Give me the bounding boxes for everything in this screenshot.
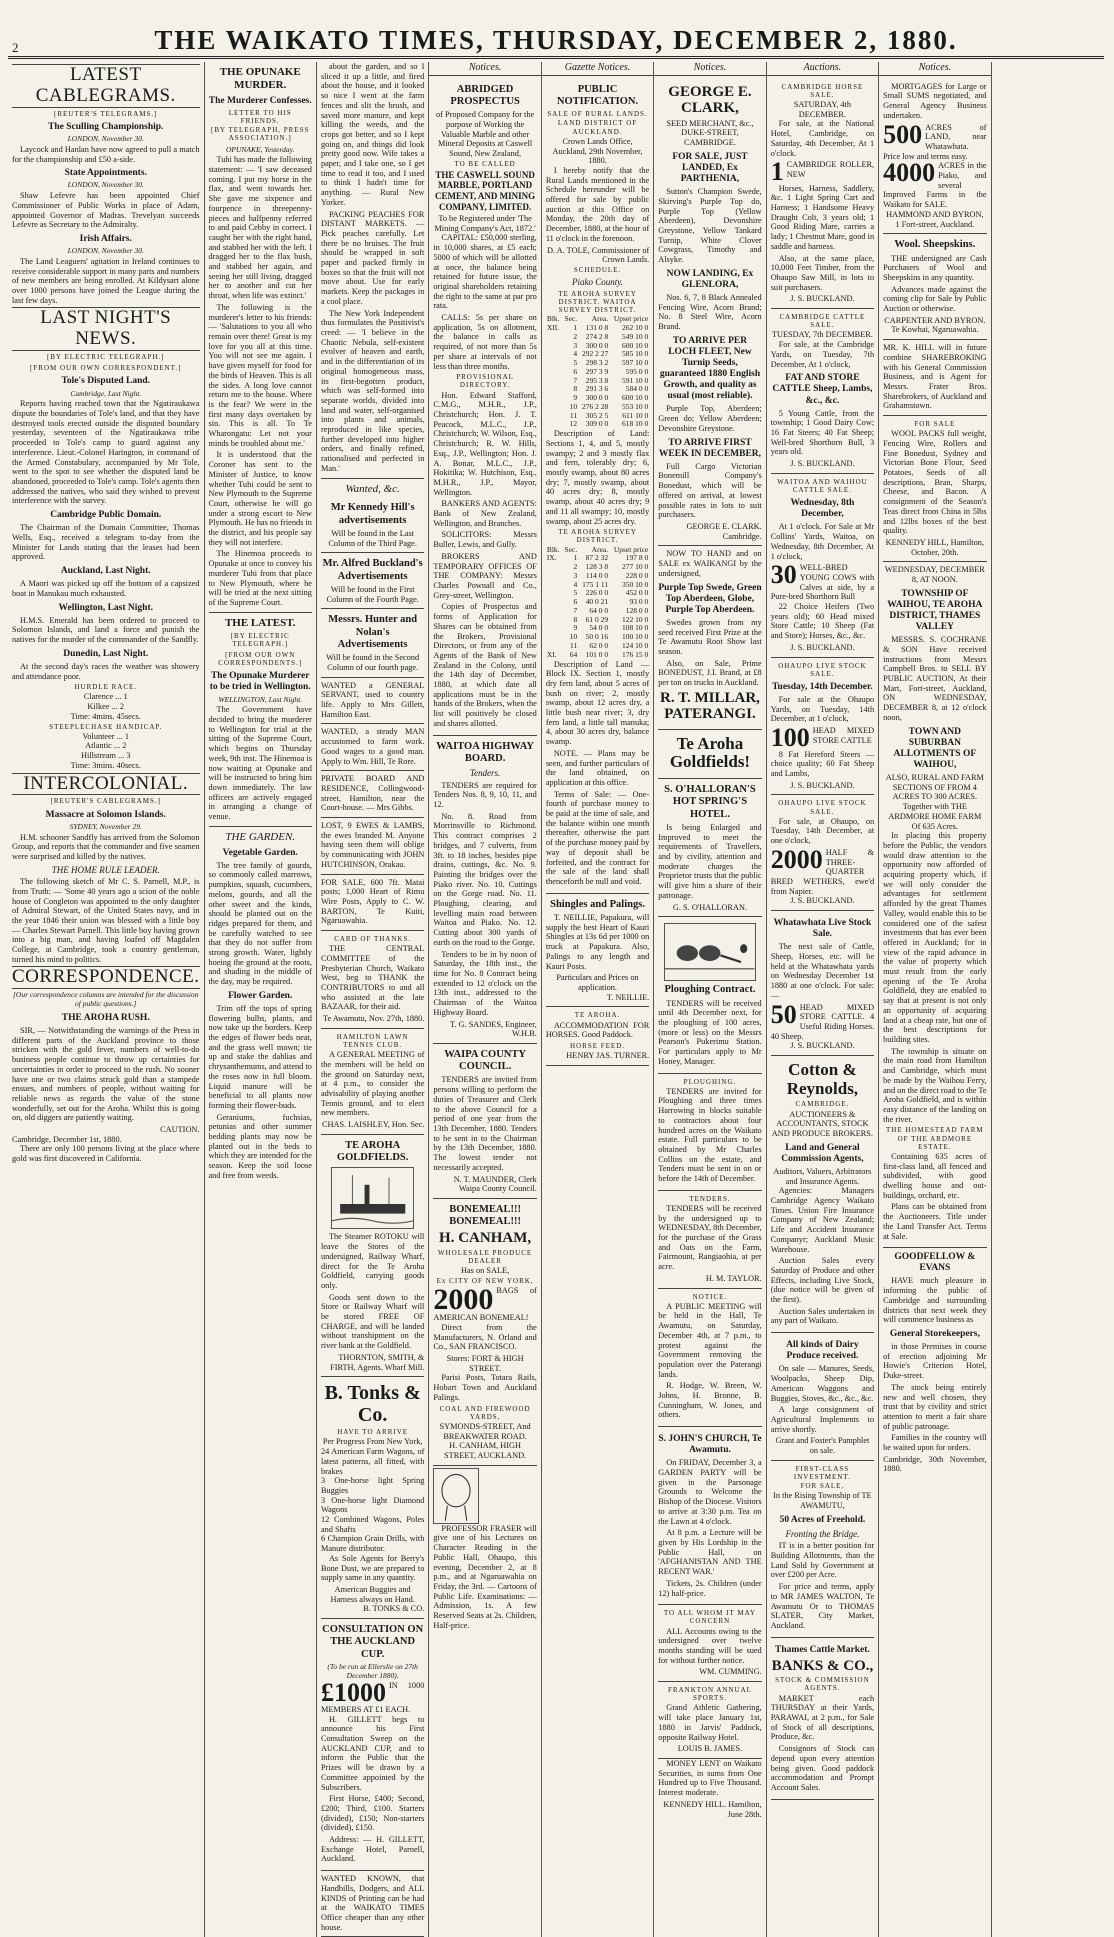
advertisement: WEDNESDAY, DECEMBER 8, AT NOON. TOWNSHIP OF WAIHOU, TE AROHA DISTRICT, THAMES VALLEY MESSRS. S. COCHRANE & SON Have received instructions from Messrs Campbell Bros. to SELL BY PUBLIC AUCTION, At their Mart, Fort-street, Auckland, ON WEDNESDAY, DECEMBER 8, at 12 o'clock noon, TOWN AND SUBURBAN ALLOTMENTS OF WAIHOU, ALSO, RURAL AND FARM SECTIONS OF FROM 4 ACRES TO 300 ACRES. Together with THE ARDMORE HOME FARM Of 635 Acres. In placing this property before the Public, the vendors would draw attention to the opportunity now afforded of acquiring property which, if we will only consider the advantages for settlement afforded by the great Thames Valley, would enable this to be considered one of the safest investments that has ever been offered in Auckland; for in view of the rapid advance in the value of property which must result from the early opening of the Te Aroha Goldfield, they are enabled to say that at present is not only an opportunity of acquiring land at a cheap rate, but one of the best descriptions for building sites. The township is situate on the main road from Hamilton and Cambridge, which must be made by the Waihou Ferry, and on the direct road to the Te Aroha Goldfield, and is within easy distance of the landing on the river. THE HOMESTEAD FARM OF THE ARDMORE ESTATE. Containing 635 acres of first-class land, all fenced and subdivided, with good dwelling house and out-buildings, orchard, etc. Plans can be obtained from the Auctioneers. Title under the Land Transfer Act. Terms at Sale. [883, 562, 986, 1248]
article-heading: State Appointments. [64, 168, 147, 179]
article-text: H.M.S. Emerald has been ordered to proceed to Solomon Islands, and land a force and punish the natives for the murder of the commander of the Sandfly. [12, 615, 200, 645]
advertisement: Wool. Sheepskins. THE undersigned are Cash Purchasers of Wool and Sheepskins in any quantity. Advances made against the coming clip for Sale by Public Auction or otherwise. CARPENTER AND BYRON. Te Kowhai, Ngaruawahia. [883, 234, 986, 340]
column-6 [654, 62, 766, 1937]
article-heading: Wellington, Last Night. [58, 602, 153, 613]
section-heading: INTERCOLONIAL. [12, 773, 200, 796]
advertisement: B. Tonks & Co. HAVE TO ARRIVE Per Progress From New York, 24 American Farm Wagons, of latest patterns, all fitted, with brakes 3 One-horse light Spring Buggies 3 One-horse light Diamond Wagons 12 Combined Wagons, Poles and Shafts 6 Champion Grain Drills, with Manure distributor. As Sole Agents for Berry's Bone Dust, we are prepared to supply same in any quantity. American Buggies and Harness always on Hand. B. TONKS & CO. [321, 1377, 424, 1619]
advertisement: All kinds of Dairy Produce received. On sale — Manures, Seeds, Woolpacks, Sheep Dip, American Waggons and Buggies, Stoves, &c., &c., &c. A large consignment of Agricultural Implements to arrive shortly. Grant and Foster's Pamphlet on sale. [771, 1333, 874, 1461]
column-8 [879, 62, 991, 1937]
article-text: There are only 100 persons living at the place where gold was first discovered in California. [12, 1144, 200, 1164]
article-heading: Vegetable Garden. [222, 847, 298, 858]
lots-table: Blk. Sec. Area. Upset price IX. 1 87 2 32 197 8 0 2 128 3 8 277 10 0 3 114 0 0 228 0 0 4 175 1 11 350 10 0 5 226 0 0 452 0 0 6 40 0 21 93 0 0 7 64 0 0 128 0 0 8 61 0 29 122 10 0 9 54 0 0 108 10 0 10 50 0 16 100 10 0 11 62 0 0 124 10 0 XI. 64 101 0 0 176 15 0 [546, 544, 649, 659]
table-row: 10 276 2 28 553 10 0 [569, 401, 649, 411]
newspaper-title: THE WAIKATO TIMES, THURSDAY, DECEMBER 2, 1880. [154, 25, 958, 55]
advertisement: WANTED, a steady MAN accustomed to farm work. Good wages to a good man. Apply to Wm. Hill, Te Rore. [321, 724, 424, 771]
column-heading: Notices. [654, 62, 765, 76]
advertisement: Thames Cattle Market. BANKS & CO., STOCK & COMMISSION AGENTS. MARKET each THURSDAY at their Yards, PARAWAI, at 2 p.m., for Sale of Stock of all descriptions, Produce, &c. Consignors of Stock can depend upon every attention being given. Good paddock accommodation and Prompt Account Sales. [771, 1638, 874, 1800]
page-number: 2 [12, 40, 19, 55]
advertisement: CONSULTATION ON THE AUCKLAND CUP. (To be run at Ellerslie on 27th December 1880). £1000 IN 1000 MEMBERS AT £1 EACH. H. GILLETT begs to announce his First Consultation Sweep on the AUCKLAND CUP, and to inform the Public that the Prizes will be drawn by a Committee appointed by the Subscribers. First Horse, £400; Second, £200; Third, £100. Starters (divided), £150; Non-starters (divided), £150. Address: — H. GILLETT, Exchange Hotel, Parnell, Auckland. [321, 1619, 424, 1871]
advertisement: FOR SALE WOOL PACKS full weight, Fencing Wire, Rollers and Fine Bonedust, Sydney and Victorian Bone Flour, Seed Potatoes, Seeds of all descriptions, Bran, Sharps, Cheese, and Bacon. A consignment of the Season's Teas direct from China in 5lbs and 12lbs boxes of the best quality. KENNEDY HILL, Hamilton, October, 20th. [883, 416, 986, 562]
article-heading: Irish Affairs. [79, 233, 132, 244]
advertisement: Messrs. Hunter and Nolan's Advertisements Will be found in the Second Column of our fourth page. [321, 609, 424, 677]
article-text: A Maori was picked up off the bottom of a capsized boat in Manukau much exhausted. [12, 579, 200, 598]
table-row: 8 61 0 29 122 10 0 [573, 614, 649, 624]
column-5 [542, 62, 654, 1937]
table-row: 4 292 2 27 585 10 0 [573, 349, 649, 359]
article-heading: Massacre at Solomon Islands. [45, 809, 166, 820]
lots-table: Blk. Sec. Area. Upset price XII. 1 131 0 8 262 10 0 2 274 2 8 549 10 0 3 300 0 0 600 10 0 4 292 2 27 585 10 0 5 298 3 2 597 10 0 6 297 3 9 595 0 0 7 295 3 8 591 10 0 8 291 3 6 584 0 0 9 300 0 0 600 10 0 10 276 2 28 553 10 0 11 305 2 5 611 10 0 12 309 0 0 618 10 0 [546, 314, 649, 429]
section-heading: THE OPUNAKE MURDER. [219, 66, 301, 91]
advertisement: MONEY LENT on Waikato Securities, in sums from One Hundred up to Five Thousand. Interest moderate. KENNEDY HILL. Hamilton, June 28th. [658, 1759, 762, 1819]
column-heading: Notices. [879, 62, 990, 76]
article-heading: Tole's Disputed Land. [61, 376, 151, 387]
table-row: 5 298 3 2 597 10 0 [573, 358, 649, 368]
advertisement: Cotton & Reynolds, CAMBRIDGE. AUCTIONEERS & ACCOUNTANTS, STOCK AND PRODUCE BROKERS. Land and General Commission Agents, Auditors, Valuers, Arbitrators and Insurance Agents. Agencies: Managers Cambridge Agency Waikato Times. Union Fire Insurance Company of New Zealand; Life and Accident Insurance Companyr; Auckland Music Warehouse. Auction Sales every Saturday of Produce and other Effects, including Live Stock, (due notice will be given of the first). Auction Sales undertaken in any part of Waikato. [771, 1056, 874, 1333]
article-heading: The Murderer Confesses. [208, 95, 312, 106]
article-text: It is understood that the Coroner has sent to the Minister of Justice, to know whether Tuhi could be sent to New Plymouth to the Supreme Court, otherwise he will go under a strong escort to New Plymouth. He has no friends in the district, and his people say they will not interfere. [208, 450, 312, 547]
table-row: 11 62 0 0 124 10 0 [570, 641, 649, 650]
table-row: 4 175 1 11 350 10 0 [573, 579, 649, 589]
section-heading: LAST NIGHT'S NEWS. [12, 307, 200, 351]
column-heading: Gazette Notices. [542, 62, 653, 76]
column-7 [767, 62, 879, 1937]
advertisement: FRANKTON ANNUAL SPORTS. Grand Athletic Gathering, will take place January 1st, 1880 in Jarvis' Paddock, opposite Railway Hotel. LOUIS B. JAMES. [658, 1682, 761, 1759]
advertisement: ABRIDGED PROSPECTUS of Proposed Company for the purpose of Working the Valuable Marble and other Mineral Deposits at Caswell Sound, New Zealand, TO BE CALLED THE CASWELL SOUND MARBLE, PORTLAND CEMENT, AND MINING COMPANY, LIMITED. To be Registered under 'The Mining Company's Act, 1872.' CAPITAL: £50,000 sterling, in 10,000 shares, at £5 each; 5000 of which will be allotted at once, the balance being retained for future issue, the original shareholders retaining the right to the same at par pro rata. CALLS: 5s per share on application, 5s on allotment, the balance in calls as required, of not more than 5s per share at intervals of not less than three months. PROVISIONAL DIRECTORY. Hon. Edward Stafford, C.M.G., M.H.R., J.P., Christchurch; Hon. J. T. Peacock, M.L.C., J.P., Christchurch; W. Wilson, Esq., Christchurch; R. W. Hills, Esq., J.P., Wellington; Hon. J. A. Bonar, M.L.C., J.P., Hokitika; W. Hutchison, Esq., M.H.R., J.P., Mayor, Wellington. BANKERS AND AGENTS: Bank of New Zealand, Wellington, and Branches. SOLICITORS: Messrs Buller, Lewis, and Gully. BROKERS AND TEMPORARY OFFICES OF THE COMPANY: Messrs Charles Pownall and Co., Grey-street, Wellington. Copies of Prospectus and forms of Application for Shares can be obtained from the Brokers, Provisional Directors, or from any of the Agents of the Bank of New Zealand in the Colony, until the 14th day of December, 1880, at which date all applications must be in the hands of the Brokers, when the list will positively be closed and shares allotted. [433, 79, 536, 736]
article-text: Reports having reached town that the Ngatiraukawa dispute the boundaries of Tole's land, and that they have destroyed tools erected outside the disputed boundary yesterday, seventeen of the Ngatiraukawa tribe proceeded to Tole's camp to guard against any interference. Lieut.-Colonel Harington, in command of the Armed Constabulary, accompanied by Mr Tole, went to the spot to see whether the disputed land be abandoned, proceeded to Tole's camp. Tole's agents then addressed the natives, who said they wished to prevent interference with the survey. [12, 399, 200, 506]
table-row: XII. 1 131 0 8 262 10 0 [546, 322, 649, 332]
column-4 [429, 62, 541, 1937]
article-text: The following sketch of Mr C. S. Parnell, M.P., is from Truth: — 'Some 40 years ago a scion of the noble house of Congleton was appointed to the only daughter of Admiral Stewart, of the United States navy, and in the year 1846 their union was blessed with a little boy — Charles Stewart Parnell. This little boy having grown into a big man, and having loafed off Magdalen College, at Cambridge, took a country gentleman, turned his mind to politics. [12, 877, 200, 964]
auction-notice: WAITOA AND WAIHOU CATTLE SALE. Wednesday, 8th December, At 1 o'clock. For Sale at Mr Collins' Yards, Waitoa, on Wednesday, 8th December, At 1 o'clock, 30 WELL-BRED YOUNG COWS with Calves at side, by a Pure-bred Shorthorn Bull 22 Choice Heifers (Two years old); 60 Head mixed Store Cattle; 10 Sheep (Fat and Store); Horses, &c., &c. J. S. BUCKLAND. [771, 474, 874, 658]
article-text: The Chairman of the Domain Committee, Thomas Wells, Esq., received a telegram to-day from the Minister for Lands stating that the leases had been approved. [12, 523, 200, 562]
table-row: 7 64 0 0 128 0 0 [573, 605, 649, 615]
table-row: 9 54 0 0 108 10 0 [573, 623, 649, 633]
section-heading: Wanted, &c. [345, 482, 400, 495]
article-text: Shaw Lefevre has been appointed Chief Commissioner of Public Works in place of Adam, appointed Governor of Madras. Trevelyan succeeds Lefevre as Secretary to the Admiralty. [12, 191, 200, 230]
column-1: LATEST CABLEGRAMS. [REUTER'S TELEGRAMS.] The Sculling Championship. LONDON, November 30. Laycock and Hanlan have now agreed to pull a match for the championship and £50 a-side. State Appointments. LONDON, November 30. Shaw Lefevre has been appointed Chief Commissioner of Public Works in place of Adam, appointed Governor of Madras. Trevelyan succeeds Lefevre as Secretary to the Admiralty. Irish Affairs. LONDON, November 30. The Land Leaguers' agitation in Ireland continues to receive considerable support in many parts and numbers of new members are being enrolled. At Kildysart alone over 1000 persons have joined the League during the last few days. LAST NIGHT'S NEWS. [BY ELECTRIC TELEGRAPH.] [FROM OUR OWN CORRESPONDENT.] Tole's Disputed Land. Cambridge, Last Night. Reports having reached town that the Ngatiraukawa dispute the boundaries of Tole's land, and that they have destroyed tools erected outside the disputed boundary yesterday, seventeen of the Ngatiraukawa tribe proceeded to Tole's camp to guard against any interference. Lieut.-Colonel Harington, in command of the Armed Constabulary, accompanied by Mr Tole, went to the spot to see whether the disputed land be abandoned, proceeded to Tole's camp. Tole's agents then addressed the natives, who said they wished to prevent interference with the survey. Cambridge Public Domain. The Chairman of the Domain Committee, Thomas Wells, Esq., received a telegram to-day from the Minister for Lands stating that the leases had been approved. Auckland, Last Night. A Maori was picked up off the bottom of a capsized boat in Manukau much exhausted. Wellington, Last Night. H.M.S. Emerald has been ordered to proceed to Solomon Islands, and land a force and punish the natives for the murder of the commander of the Sandfly. Dunedin, Last Night. At the second day's races the weather was showery and attendance poor. HURDLE RACE. Clarence ... 1 Kilkee ... 2 Time: 4mins. 45secs. STEEPLECHASE HANDICAP. Volunteer ... 1 Atlantic ... 2 Hillstream ... 3 Time: 3mins. 40secs. INTERCOLONIAL. [REUTER'S CABLEGRAMS.] Massacre at Solomon Islands. SYDNEY, November 29. H.M. schooner Sandfly has arrived from the Solomon Group, and reports that the commander and five seamen were surprised and killed by the natives. THE HOME RULE LEADER. The following sketch of Mr C. S. Parnell, M.P., is from Truth: — 'Some 40 years ago a scion of the noble house of Congleton was appointed to the only daughter of Admiral Stewart, of the United States navy, and in the year 1846 their union was blessed with a little boy — Charles Stewart Parnell. This little boy having grown into a big man, and having loafed off Magdalen College, at Cambridge, took a country gentleman, turned his mind to politics. CORRESPONDENCE. [Our correspondence columns are intended for the discussion of public questions.] THE AROHA RUSH. SIR, — Notwithstanding the warnings of the Press in different parts of the Auckland province to those stricken with the gold fever, numbers of well-to-do business people continue to throw up certainties for uncertainties in order to proceed to the rush. No sooner have one or two claims struck gold than a stampede ensues, and numbers of people, without waiting for reliable news as regards the value of the stone wonderfully, set out for the Aroha. Whilst this is going on, old diggers are patiently waiting. CAUTION. Cambridge, December 1st, 1880. There are only 100 persons living at the place where gold was first discovered in California. [8, 62, 205, 1937]
race-result: Clarence ... 1 [83, 692, 128, 702]
article-text: The New York Independent thus formulates the Positivist's creed: — 'I believe in the Chaotic Nebula, self-existent evolver of heaven and earth, and in the differentiation of its original homogeneous mass, its first-begotten product, which was self-formed into separate worlds, divided into land and water, self-organised into plants and animals, reproduced in like species, further developed into higher orders, and finally refined, rationalised and perfected in Man.' [320, 308, 425, 473]
table-row: 2 128 3 8 277 10 0 [573, 562, 649, 572]
advertisement: HAMILTON LAWN TENNIS CLUB. A GENERAL MEETING of the members will be held on the ground on Saturday next, at 4 p.m., to consider the advisability of playing another Tennis ground, and to elect new members. CHAS. LAISHLEY, Hon. Sec. [321, 1029, 424, 1135]
plough-illustration [664, 923, 755, 981]
columns [8, 62, 1104, 1932]
advertisement: Te Aroha Goldfields! [658, 730, 761, 779]
column-heading: Notices. [429, 62, 540, 76]
auction-notice: CAMBRIDGE HORSE SALE. SATURDAY, 4th DECEMBER. For sale, at the National Hotel, Cambridge, on Saturday, 4th December, At 1 o'clock. 1 CAMBRIDGE ROLLER, NEW Horses, Harness, Saddlery, &c. 1 Light Spring Cart and Harness; 1 Handsome Heavy Draught Colt, 3 years old; 1 Good Riding Mare, carries a lady; 1 Chestnut Mare, good in saddle and harness. Also, at the same place, 10,000 Feet Timber, from the Ohaupo Saw Mill, in lots to suit purchasers. J. S. BUCKLAND. [771, 79, 874, 309]
table-row: 6 40 0 21 93 0 0 [573, 597, 649, 607]
table-row: 9 300 0 0 600 10 0 [573, 393, 649, 403]
article-heading: THE AROHA RUSH. [61, 1012, 150, 1023]
advertisement: BONEMEAL!!! BONEMEAL!!! H. CANHAM, WHOLESALE PRODUCE DEALER Has on SALE, Ex CITY OF NEW YORK, 2000 BAGS of AMERICAN BONEMEAL! Direct from the Manufacturers, N. Orland and Co., SAN FRANCISCO. Stores: FORT & HIGH STREET. Parisi Posts, Totara Rails, Hobart Town and Auckland Palings. COAL AND FIREWOOD YARDS, SYMONDS-STREET, And BREAKWATER ROAD. H. CANHAM, HIGH STREET, AUCKLAND. [433, 1199, 536, 1466]
article-text: The Land Leaguers' agitation in Ireland continues to receive considerable support in many parts and numbers of new members are being enrolled. At Kildysart alone over 1000 persons have joined the League during the last few days. [12, 256, 200, 305]
race-result: Volunteer ... 1 [82, 731, 130, 741]
table-row: 8 291 3 6 584 0 0 [573, 384, 649, 394]
advertisement: FIRST-CLASS INVESTMENT. FOR SALE, In the Rising Township of TE AWAMUTU, 50 Acres of Freehold. Fronting the Bridge. IT is in a better position for Building Allotments, than the Land Sold by Government at over £200 per Acre. For price and terms, apply to MR JAMES WALTON, Te Awamutu Or to THOMAS SLATER, City Market, Auckland. [771, 1461, 874, 1638]
advertisement: MR. K. HILL will in future combine SHAREBROKING with his General Commission Business, and is Agent for Messrs. Frater Bros. Sharebrokers, of Auckland and Grahamstown. [883, 340, 986, 416]
advertisement: S. JOHN'S CHURCH, Te Awamutu. On FRIDAY, December 3, a GARDEN PARTY will be given in the Parsonage Grounds to Welcome the Bishop of the Diocese. Visitors to arrive at 3:30 p.m. Tea on the Lawn at 4 o'clock. At 8 p.m. a Lecture will be given by His Lordship in the Public Hall, on 'AFGHANISTAN AND THE RECENT WAR.' Tickets, 2s. Children (under 12) half-price. [658, 1427, 761, 1605]
article-text: The tree family of gourds, so commonly called marrows, pumpkins, squash, cucumbers, melons, gourds, and all the other sweet and the kinds, should be planted out on the ridges prepared for them, and be carefully watched to see that they do not suffer from strong growth. Water, lightly hoeing the ground at the roots, and shading in the middle of the day, may be required. [208, 860, 312, 987]
article-text: At the second day's races the weather was showery and attendance poor. [12, 661, 200, 681]
section-heading: THE GARDEN. [225, 830, 296, 843]
advertisement: LOST, 9 EWES & LAMBS, the ewes branded M. Anyone having seen them will oblige by communicating with JOHN HUTCHINSON, Orakau. [321, 818, 424, 875]
table-row: 3 114 0 0 228 0 0 [573, 570, 649, 580]
auction-notice: OHAUPO LIVE STOCK SALE. For sale, at Ohaupo, on Tuesday, 14th December, at one o'clock, 2000 HALF & THREE-QUARTER BRED WETHERS, ewe'd from Napier. J. S. BUCKLAND. [771, 795, 874, 911]
section-heading: CORRESPONDENCE. [12, 966, 200, 988]
article-heading: Cambridge Public Domain. [50, 510, 162, 521]
table-row: 2 274 2 8 549 10 0 [573, 331, 649, 341]
table-row: 5 226 0 0 452 0 0 [573, 588, 649, 598]
article-text: The following is the murderer's letter to his friends: — 'Salutations to you all who remain over there! Great is my love for you all at this time. You will not see me again. I have given myself for food for the birds of Heaven. This is all the sides. A long love cannot return me to the house. Where is the fear? We were in the first many days overtaken by sin. This is all. To Te Wharongatu: Let not your minds be troubled about me.' [208, 302, 312, 448]
advertisement: TE AROHA. ACCOMMODATION FOR HORSES. Good Paddock. HORSE FEED. HENRY JAS. TURNER. [546, 1007, 649, 1065]
table-row: 11 305 2 5 611 10 0 [569, 410, 649, 420]
advertisement: WANTED KNOWN, that Handbills, Dodgers, and ALL KINDS of Printing can be had at the WAIKATO TIMES Office cheaper than any other house. [321, 1871, 424, 1937]
advertisement: Mr Kennedy Hill's advertisements Will be found in the Last Column of the Third Page. [321, 497, 424, 553]
advertisement: PLOUGHING. TENDERS are invited for Ploughing and three times Harrowing in blocks suitable to contractors about four hundred acres on the Waikato estate. Full particulars to be obtained by Mr Charles Collins on the estate, and Tenders must be sent in on or before the 14th of December. [658, 1074, 761, 1191]
article-text: Laycock and Hanlan have now agreed to pull a match for the championship and £50 a-side. [12, 144, 200, 164]
article-text: Tuhi has made the following statement: — 'I saw deceased coming. I put my horse in the flax, and went towards her. She gave me sixpence and fourpence in threepenny-pieces and halfpenny referred to and paid Cebby in correct. I caught her with the right hand, and stabbed her with the left. I dragged her to the flax bush, and stabbed her again, and seeing her still living, dragged her to another and cut her throat, when life was extinct.' [208, 155, 312, 301]
advertisement: Ploughing Contract. TENDERS will be received until 4th December next, for the ploughing of 100 acres, (more or less) on the Messrs Pearson's Pukerimu Station. For particulars apply to Mr Honey, Manager. [658, 917, 761, 1073]
advertisement: GOODFELLOW & EVANS HAVE much pleasure in informing the public of Cambridge and surrounding districts that next week they will commence business as General Storekeepers, in those Premises in course of erection adjoining Mr Howie's Criterion Hotel, Duke-street. The stock being entirely new and well chosen, they trust that by civility and strict attention to merit a fair share of public patronage. Families in the country will be waited upon for orders. Cambridge, 30th November, 1880. [883, 1252, 987, 1474]
masthead [8, 4, 1104, 59]
table-row: 10 50 0 16 100 10 0 [569, 632, 649, 642]
phrenology-head-illustration [433, 1468, 479, 1524]
article-heading: Dunedin, Last Night. [63, 648, 149, 659]
race-result: Atlantic ... 2 [85, 741, 127, 751]
advertisement: NOW TO HAND and on SALE ex WAIKANGI by the undersigned, Purple Top Swede, Green Top Aberdeen, Globe, Purple Top Aberdeen. Swedes grown from my seed received First Prize at the Te Awamutu Root Show last season. Also, on Sale, Prime BONEDUST, J.I. Brand, at £8 per ton on trucks in Auckland. R. T. MILLAR, PATERANGI. [658, 546, 761, 729]
advertisement: GEORGE E. CLARK, SEED MERCHANT, &c., DUKE-STREET, CAMBRIDGE. FOR SALE, JUST LANDED, Ex PARTHENIA, Sutton's Champion Swede, Skirving's Purple Top do, Purple Top (Yellow Aberdeen), Devonshire Greystone, Yellow Tankard Turnip, White Clover Cowgrass, Timothy and Alsyke. NOW LANDING, Ex GLENLORA, Nos. 6, 7, 8 Black Annealed Fencing Wire, Acorn Brand; No. 8 Steel Wire, Acorn Brand. TO ARRIVE PER LOCH FLEET, New Turnip Seeds, guaranteed 1880 English Growth, and quality as usual (most reliable). Purple Top, Aberdeen; Green do; Yellow Aberdeen; Devonshire Greystone. TO ARRIVE FIRST WEEK IN DECEMBER, Full Cargo Victorian Bonemill Company's Bonedust, which will be offered on arrival, at lowest possible rates in lots to suit purchasers. GEORGE E. CLARK. Cambridge. [658, 79, 761, 547]
table-row: 12 309 0 0 618 10 0 [569, 419, 649, 429]
column-heading: Auctions. [767, 62, 878, 76]
table-row: 7 295 3 8 591 10 0 [573, 375, 649, 385]
column-2: THE OPUNAKE MURDER. The Murderer Confesses. LETTER TO HIS FRIENDS. [BY TELEGRAPH, PRESS ASSOCIATION.] OPUNAKE, Yesterday. Tuhi has made the following statement: — 'I saw deceased coming. I put my horse in the flax, and went towards her. She gave me sixpence and fourpence in threepenny-pieces and halfpenny referred to and paid Cebby in correct. I caught her with the right hand, and stabbed her with the left. I dragged her to the flax bush, and stabbed her again, and seeing her still living, dragged her to another and cut her throat, when life was extinct.' The following is the murderer's letter to his friends: — 'Salutations to you all who remain over there! Great is my love for you all at this time. You will not see me again. I have given myself for food for the birds of Heaven. This is all the sides. A long love cannot return me to the house. Where is the fear? We were in the first many days overtaken by sin. This is all. To Te Wharongatu: Let not your minds be troubled about me.' It is understood that the Coroner has sent to the Minister of Justice, to know whether Tuhi could be sent to New Plymouth to the Supreme Court, otherwise he will go under a strong escort to New Plymouth. He has no friends in the district, and his people say they will not interfere. The Hinemoa proceeds to Opunake at once to convey his murderer Tuhi from that place to New Plymouth, where he will be tried at the next sitting of the Supreme Court. THE LATEST. [BY ELECTRIC TELEGRAPH.] [FROM OUR OWN CORRESPONDENTS.] The Opunake Murderer to be tried in Wellington. WELLINGTON, Last Night. The Government have decided to bring the murderer to Wellington for trial at the sitting of the Supreme Court, which begins on Thursday week, 9th inst. The Hinemoa is now waiting at Opunake and will be instructed to bring him down immediately. The law officers are actively engaged in arranging a change of venue. THE GARDEN. Vegetable Garden. The tree family of gourds, so commonly called marrows, pumpkins, squash, cucumbers, melons, gourds, and all the other sweet and the kinds, should be planted out on the ridges prepared for them, and be carefully watched to see that they do not suffer from strong growth. Water, lightly hoeing the ground at the roots, and shading in the middle of the day, may be required. Flower Garden. Trim off the tops of spring flowering bulbs, plants, and now take up the borders. Keep the edges of flower beds neat, and the grass well mown; tie up and stake the dahlias and chrysanthemums, and attend to the roses now in full bloom. Liquid manure will be beneficial to all plants now forming their flower-buds. Geraniums, fuchsias, petunias and other summer bedding plants may now be planted out in the beds to which they are intended for the season. Keep the soil loose and free from weeds. [205, 62, 317, 1937]
advertisement: S. O'HALLORAN'S HOT SPRING'S HOTEL. Is being Enlarged and Improved to meet the requirements of Travellers, and by civility, attention and moderate charges the Proprietor trusts that the public will give him a share of their patronage. G. S. O'HALLORAN. [658, 779, 761, 917]
advertisement: FOR SALE, 600 7ft. Matai posts; 1,000 Heart of Rimu Wire Posts, Apply to C. W. BARTON, Te Kuiti, Ngaruawahia. [321, 875, 424, 932]
section-heading: THE LATEST. [224, 616, 296, 629]
article-heading: The Sculling Championship. [48, 121, 164, 132]
article-text: Geraniums, fuchsias, petunias and other summer bedding plants may now be planted out in the beds to which they are intended for the season. Keep the soil loose and free from weeds. [208, 1112, 312, 1180]
race-result: Kilkee ... 2 [87, 702, 125, 712]
auction-notice: CAMBRIDGE CATTLE SALE. TUESDAY, 7th DECEMBER. For sale, at the Cambridge Yards, on Tuesday, 7th December, At 1 o'clock, FAT AND STORE CATTLE Sheep, Lambs, &c., &c. 5 Young Cattle, from the township; 1 Good Dairy Cow; 16 Fat Steers; 40 Fat Sheep; Well-bred Shorthorn Bull, 3 years old. J. S. BUCKLAND. [771, 309, 874, 474]
advertisement: MORTGAGES for Large or Small SUMS negotiated, and General Agency Business undertaken. 500 ACRES of LAND, near Whatawhata. Price low and terms easy. 4000 ACRES in the Piako, and several Improved Farms in the Waikato for SALE. HAMMOND AND BYRON, 1 Fort-street, Auckland. [883, 79, 986, 235]
table-row: 3 300 0 0 600 10 0 [573, 340, 649, 350]
auction-notice: OHAUPO LIVE STOCK SALE. Tuesday, 14th December. For sale at the Ohaupo Yards, on Tuesday, 14th December, at 1 o'clock, 100 HEAD MIXED STORE CATTLE 8 Fat Hereford Steers — choice quality; 60 Fat Sheep and Lambs, J. S. BUCKLAND. [771, 658, 874, 796]
table-row: XI. 64 101 0 0 176 15 0 [546, 649, 649, 659]
advertisement: WANTED a GENERAL SERVANT, used to country life. Apply to Mrs Gillett, Hamilton East. [321, 678, 424, 725]
advertisement: Mr. Alfred Buckland's Advertisements Will be found in the First Column of the Fourth Page. [321, 553, 424, 609]
column-3 [317, 62, 429, 1937]
steamer-illustration [331, 1167, 414, 1229]
advertisement: WAIPA COUNTY COUNCIL. TENDERS are invited from persons willing to perform the duties of Treasurer and Clerk to the above Council for a period of one year from the 13th December, 1880. Tenders to be sent in to the Chairman by the 13th December, 1880. The lowest tender not necessarily accepted. N. T. MAUNDER, Clerk Waipa County Council. [433, 1044, 536, 1199]
advertisement: TE AROHA GOLDFIELDS. The Steamer ROTOKU will leave the Stores of the undersigned, Railway Wharf, direct for the Te Aroha Goldfield, carrying goods only. Goods sent down to the Store or Railway Wharf will be stored FREE OF CHARGE, and will be landed without transhipment on the river bank at the Goldfield. THORNTON, SMITH, & FIRTH, Agents. Wharf Mill. [321, 1135, 424, 1377]
article-heading: Auckland, Last Night. [60, 566, 151, 577]
article-heading: Flower Garden. [228, 990, 293, 1001]
race-result: Hillstream ... 3 [80, 751, 131, 761]
article-text: The Hinemoa proceeds to Opunake at once to convey his murderer Tuhi from that place to New Plymouth, where he will be tried at the next sitting of the Supreme Court. [208, 549, 312, 607]
article-text: about the garden, and so I sliced it up a little, and fired about the house, and it looked so nice I went at the farm fences and slit the brush, and saved more manure, and kept killing the weeds, and the crops got better, and so I kept going on, and things did look pretty good now. Wife takes a paper, and I take one, so I get time to read it too, and I used to think I hadn't time for anything. — Rural New Yorker. [320, 62, 425, 207]
advertisement: CARD OF THANKS. THE CENTRAL COMMITTEE of the Presbyterian Church, Waikato West, beg to THANK the CONTRIBUTORS to and all who assisted at the late BAZAAR, for their aid. Te Awamutu, Nov. 27th, 1880. [321, 931, 424, 1029]
table-row: 6 297 3 9 595 0 0 [573, 366, 649, 376]
article-heading: THE HOME RULE LEADER. [51, 864, 160, 875]
auction-notice: Whatawhata Live Stock Sale. The next sale of Cattle, Sheep, Horses, etc. will be held at the Whatawhata yards on Wednesday December 1st 1880 at one o'clock. For sale: — 50 HEAD MIXED STORE CATTLE. 4 Useful Riding Horses. 40 Sheep. J. S. BUCKLAND. [771, 911, 874, 1056]
section-heading: LATEST CABLEGRAMS. [12, 64, 200, 108]
letter-text: SIR, — Notwithstanding the warnings of the Press in different parts of the Auckland province to those stricken with the gold fever, numbers of well-to-do business people continue to throw up certainties for uncertainties in order to proceed to the rush. No sooner have one or two claims struck gold than a stampede ensues, and numbers of people, without waiting for reliable news as regards the value of the stone wonderfully, set out for the Aroha. Whilst this is going on, old diggers are patiently waiting. [12, 1026, 200, 1123]
article-heading: The Opunake Murderer to be tried in Wellington. [209, 671, 311, 693]
advertisement: PRIVATE BOARD AND RESIDENCE, Collingwood-street, Hamilton, near the Court-house. — Mrs Gibbs. [321, 771, 424, 818]
advertisement: PROFESSOR FRASER will give one of his Lectures on Character Reading in the Public Hall, Ohaupo, this evening, December 2, at 8 p.m., and at Ngaruawahia on Friday, the 3rd. — Cartoons of Public Life. Examinations: — Admission, 1s. A few Reserved Seats at 2s. Children, Half-price. [433, 1466, 536, 1631]
advertisement: TO ALL WHOM IT MAY CONCERN ALL Accounts owing to the undersigned over twelve months standing will be sued for without further notice. WM. CUMMING. [658, 1605, 761, 1682]
gazette-notice: PUBLIC NOTIFICATION. SALE OF RURAL LANDS. LAND DISTRICT OF AUCKLAND. Crown Lands Office, Auckland, 29th November, 1880. I hereby notify that the Rural Lands mentioned in the Schedule hereunder will be offered for sale by public auction at this Office on Monday, the 20th day of December, 1880, at the hour of 11 o'clock in the forenoon. D. A. TOLE, Commissioner of Crown Lands. SCHEDULE. Piako County. TE AROHA SURVEY DISTRICT. WAITOA SURVEY DISTRICT. Blk. Sec. Area. Upset price XII. 1 131 0 8 262 10 0 2 274 2 8 549 10 0 3 300 0 0 600 10 0 4 292 2 27 585 10 0 5 298 3 2 597 10 0 6 297 3 9 595 0 0 7 295 3 8 591 10 0 8 291 3 6 584 0 0 9 300 0 0 600 10 0 10 276 2 28 553 10 0 11 305 2 5 611 10 0 12 309 0 0 618 10 0 Description of Land: Sections 1, 4, and 5, mostly swampy; 2 and 3 mostly flax and fern, tolerably dry; 6, mostly swamp, about 80 acres dry; 7, mostly swamp, about 40 acres dry; 8, mostly swamp, about 40 acres dry; 9 and 11 all swampy; 10, mostly swamp, about 25 acres dry. TE AROHA SURVEY DISTRICT. Blk. Sec. Area. Upset price IX. 1 87 2 32 197 8 0 2 128 3 8 277 10 0 3 114 0 0 228 0 0 4 175 1 11 350 10 0 5 226 0 0 452 0 0 6 40 0 21 93 0 0 7 64 0 0 128 0 0 8 61 0 29 122 10 0 9 54 0 0 108 10 0 10 50 0 16 100 10 0 11 62 0 0 124 10 0 XI. 64 101 0 0 176 15 0 Description of Land — Block IX. Section 1, mostly dry fern land, about 5 acres of bush on river; 2, mostly swamp, about 12 acres dry, a little bush near river; 3, dry fern land, a little tall manuka; 4, about 30 acres dry, balance swamp. NOTE. — Plans may be seen, and further particulars of the land obtained, on application at this office. Terms of Sale: — One-fourth of purchase money to be paid at the time of sale, and the balance within one month thereafter, otherwise the part of the purchase money paid by way of deposit shall be forfeited, and the contract for the sale of the land shall thenceforth be null and void. [546, 79, 649, 894]
article-text: The Government have decided to bring the murderer to Wellington for trial at the sitting of the Supreme Court, which begins on Thursday week, 9th inst. The Hinemoa is now waiting at Opunake and will be instructed to bring him down immediately. The law officers are actively engaged in arranging a change of venue. [208, 705, 312, 822]
advertisement: Shingles and Palings. T. NEILLIE, Papakura, will supply the best Heart of Kauri Shingles at 13s 6d per 1000 on truck at Papakura. Also, Palings to any length and Kauri Posts. Particulars and Prices on application. T. NEILLIE. [546, 894, 649, 1008]
advertisement: WAITOA HIGHWAY BOARD. Tenders. TENDERS are required for Tenders Nos. 8, 9, 10, 11, and 12. No. 8. Road from Morrinsville to Richmond. This contract comprises 2 bridges, and 7 culverts, from 3ft. to 18 inches, besides pipe drains, cuttings, &c. No. 9. Painting the bridges over the Piako river. No. 10. Cuttings on the Gorge road. No. 11. Ploughing, clearing, and levelling main road between Waitoa and Piako. No. 12. Cutting about 300 yards of earth on the road to the Gorge. Tenders to be in by noon of Saturday, the 18th inst., the time for No. 8 Contract being extended to 12 o'clock on the 13th inst., addressed to the Chairman of the Waitoa Highway Board. T. G. SANDES, Engineer, W.H.B. [433, 736, 536, 1044]
advertisement: TENDERS. TENDERS will be received by the undersigned up to WEDNESDAY, 8th December, for the purchase of the Grass and Oats on the Farm, Fairmount, Rangiaohia, at per acre. H. M. TAYLOR. [658, 1191, 761, 1289]
table-row: IX. 1 87 2 32 197 8 0 [546, 553, 649, 563]
advertisement: NOTICE. A PUBLIC MEETING will be held in the Hall, Te Awamutu, on Saturday, December 4th, at 7 p.m., to protest against the Government removing the population over the Paterangi lands. R. Hodge, W. Breen, W. Johns, H. Bronne, B. Cunningham, W. Jones, and others. [658, 1289, 761, 1428]
article-text: H.M. schooner Sandfly has arrived from the Solomon Group, and reports that the commander and five seamen were surprised and killed by the natives. [12, 832, 200, 861]
article-text: PACKING PEACHES FOR DISTANT MARKETS. — Pick peaches carefully. Let there be no bruises. The fruit should be wrapped in soft paper and packed firmly in boxes so that the fruit will not move about. Use for early markets. Keep the packages in a cool place. [320, 209, 425, 306]
article-text: Trim off the tops of spring flowering bulbs, plants, and now take up the borders. Keep the edges of flower beds neat, and the grass well mown; tie up and stake the dahlias and chrysanthemums, and attend to the roses now in full bloom. Liquid manure will be beneficial to all plants now forming their flower-buds. [208, 1003, 312, 1110]
